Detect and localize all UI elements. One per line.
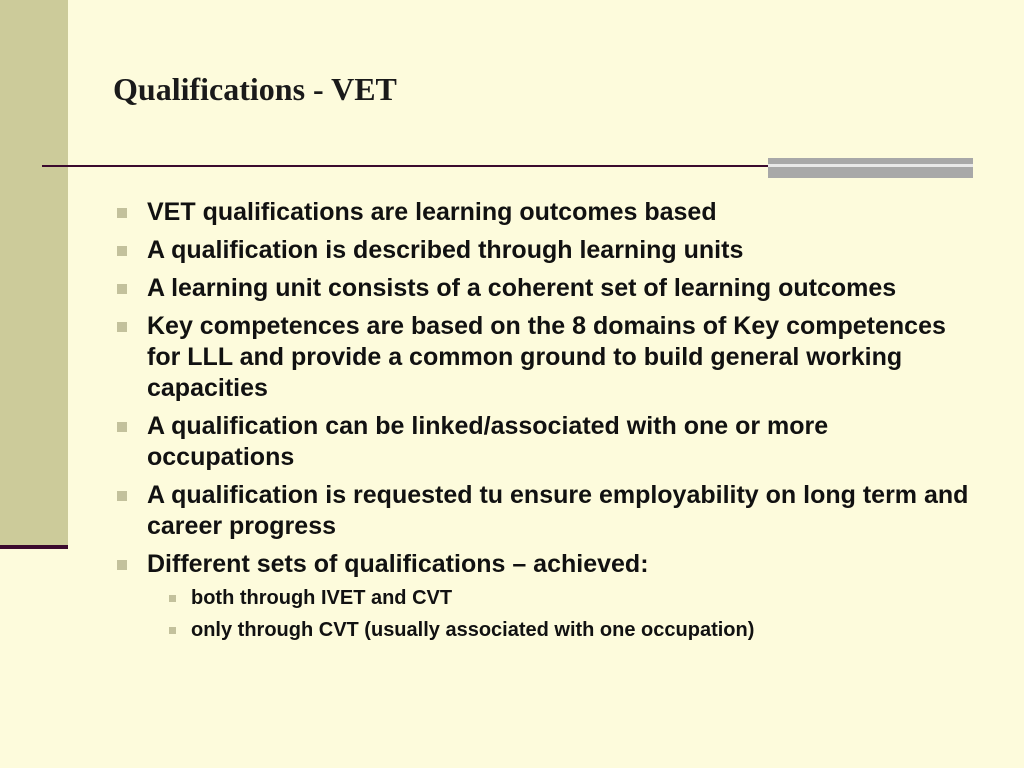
square-bullet-icon	[117, 422, 127, 432]
decorative-gray-block	[768, 158, 973, 178]
bullet-text: A qualification can be linked/associated with one or more occupations	[147, 412, 829, 471]
left-decorative-bar	[0, 0, 68, 546]
bullet-item	[113, 411, 973, 473]
sub-bullet-list	[147, 585, 973, 643]
square-bullet-icon	[117, 208, 127, 218]
bullet-item	[113, 235, 973, 266]
sub-bullet-item	[165, 617, 973, 643]
slide-title: Qualifications - VET	[113, 71, 397, 107]
left-bar-underline	[0, 545, 68, 549]
bullet-list	[113, 197, 973, 650]
bullet-item	[113, 311, 973, 404]
bullet-text: Key competences are based on the 8 domains of Key competences for LLL and provide a common ground to build general working capacities	[147, 312, 946, 402]
bullet-text: A learning unit consists of a coherent set of learning outcomes	[147, 274, 897, 302]
small-square-bullet-icon	[169, 627, 176, 634]
small-square-bullet-icon	[169, 595, 176, 602]
bullet-item	[113, 480, 973, 542]
square-bullet-icon	[117, 284, 127, 294]
square-bullet-icon	[117, 491, 127, 501]
bullet-item	[113, 273, 973, 304]
square-bullet-icon	[117, 560, 127, 570]
bullet-item	[113, 549, 973, 643]
bullet-text: Different sets of qualifications – achieved:	[147, 550, 649, 578]
bullet-item	[113, 197, 973, 228]
square-bullet-icon	[117, 246, 127, 256]
square-bullet-icon	[117, 322, 127, 332]
bullet-text: A qualification is described through learning units	[147, 236, 744, 264]
sub-bullet-text: both through IVET and CVT	[191, 587, 453, 609]
sub-bullet-item	[165, 585, 973, 611]
bullet-text: VET qualifications are learning outcomes based	[147, 198, 717, 226]
bullet-text: A qualification is requested tu ensure employability on long term and career progress	[147, 481, 969, 540]
sub-bullet-text: only through CVT (usually associated with one occupation)	[191, 619, 755, 641]
